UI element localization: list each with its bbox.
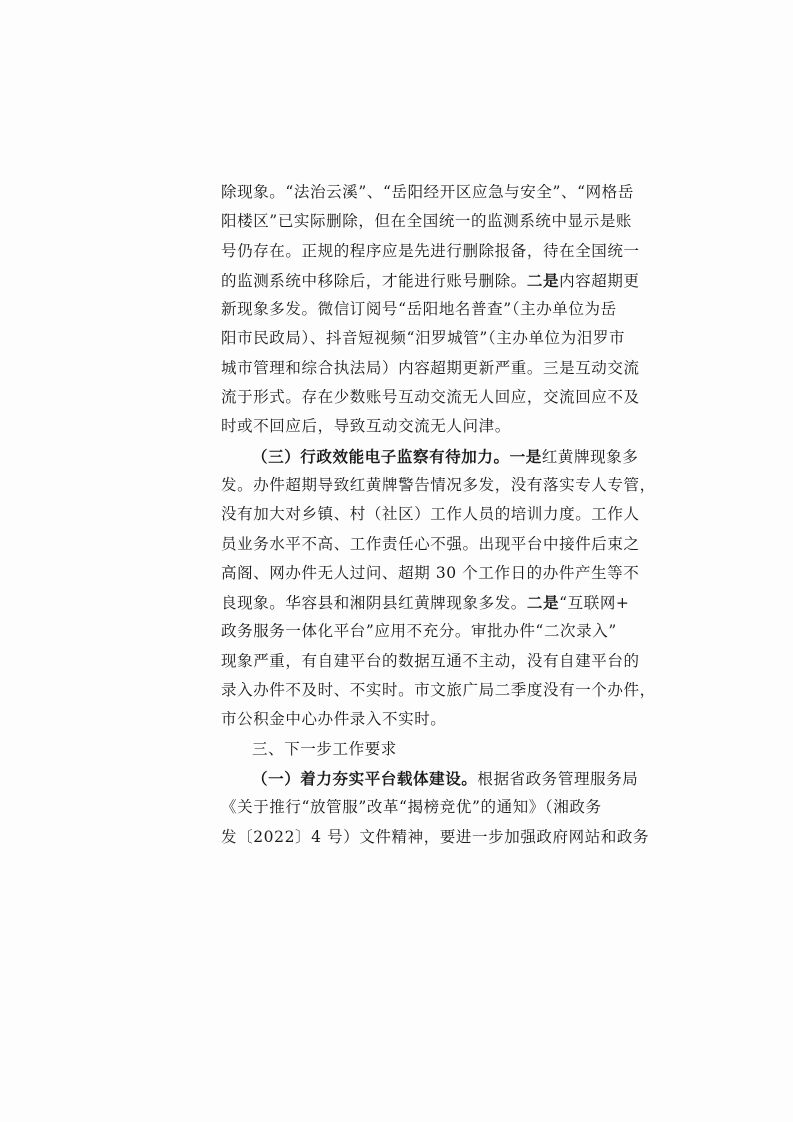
text-line: 现象严重，有自建平台的数据互通不主动，没有自建平台的 [221,651,640,670]
text-line: 《关于推行“放管服”改革“揭榜竞优”的通知》（湘政务 [221,798,602,817]
text-line: 阳市民政局）、抖音短视频“汨罗城管”（主办单位为汨罗市 [221,329,626,348]
chapter-heading: 三、下一步工作要求 [252,739,397,758]
section-heading-line: （一）着力夯实平台载体建设。根据省政务管理服务局 [252,768,639,788]
section-heading: （三）行政效能电子监察有待加力。一是 [252,446,542,466]
text-line: 除现象。“法治云溪”、“岳阳经开区应急与安全”、“网格岳 [221,183,634,201]
text-line: 良现象。华容县和湘阴县红黄牌现象多发。二是“互联网+ [221,593,630,613]
emphasis-text: 二是 [526,270,560,290]
text-line: 市公积金中心办件录入不实时。 [221,710,447,729]
text-line: 新现象多发。微信订阅号“岳阳地名普查”（主办单位为岳 [221,300,617,319]
text-line: 号仍存在。正规的程序应是先进行删除报备，待在全国统一 [221,241,640,260]
text-line: 录入办件不及时、不实时。市文旅广局二季度没有一个办件， [221,681,656,700]
text-line: 政务服务一体化平台”应用不充分。审批办件“二次录入” [221,622,617,641]
text-line: 员业务水平不高、工作责任心不强。出现平台中接件后束之 [221,534,640,553]
text-line: 高阁、网办件无人过问、超期 30 个工作日的办件产生等不 [221,563,640,582]
text-line: 发。办件超期导致红黄牌警告情况多发，没有落实专人专管， [221,475,656,494]
text-line: 发〔2022〕4 号）文件精神，要进一步加强政府网站和政务 [221,827,650,846]
section-heading-line: （三）行政效能电子监察有待加力。一是红黄牌现象多 [252,446,639,466]
text-line: 阳楼区”已实际删除，但在全国统一的监测系统中显示是账 [221,212,633,231]
text-line: 流于形式。存在少数账号互动交流无人回应，交流回应不及 [221,388,640,407]
text-line: 的监测系统中移除后，才能进行账号删除。二是内容超期更 [221,270,640,290]
document-body [221,178,656,852]
text-line: 城市管理和综合执法局）内容超期更新严重。三是互动交流 [221,358,640,377]
text-line: 没有加大对乡镇、村（社区）工作人员的培训力度。工作人 [221,505,640,524]
section-heading: （一）着力夯实平台载体建设。 [252,768,478,788]
text-line: 时或不回应后，导致互动交流无人问津。 [221,417,511,436]
emphasis-text: 二是 [526,593,560,613]
